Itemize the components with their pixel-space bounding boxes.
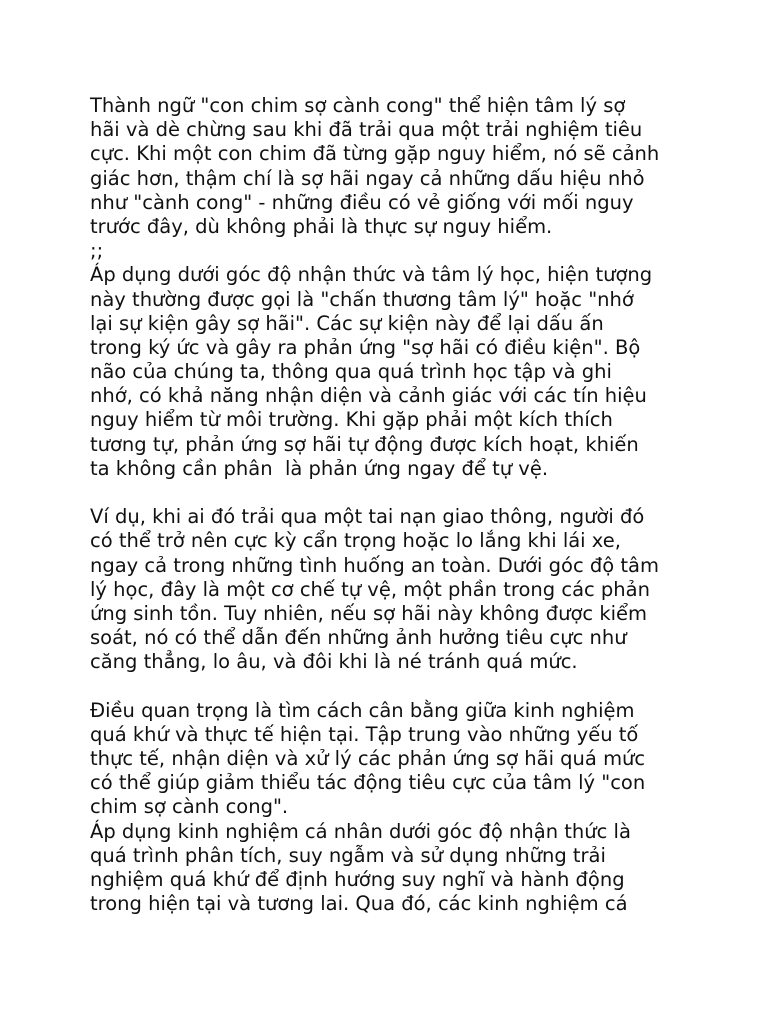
text-line: lý học, đây là một cơ chế tự vệ, một phần trong các phản xyxy=(90,577,650,601)
text-line: soát, nó có thể dẫn đến những ảnh hưởng tiêu cực như xyxy=(90,626,627,650)
text-line: ứng sinh tồn. Tuy nhiên, nếu sợ hãi này không được kiểm xyxy=(90,601,648,625)
text-line: não của chúng ta, thông qua quá trình học tập và ghi xyxy=(90,360,612,384)
text-line xyxy=(90,481,710,505)
text-line: trong hiện tại và tương lai. Qua đó, các kinh nghiệm cá xyxy=(90,892,628,916)
text-line xyxy=(90,675,710,699)
text-line: trong ký ức và gây ra phản ứng "sợ hãi có điều kiện". Bộ xyxy=(90,335,641,359)
text-line: giác hơn, thậm chí là sợ hãi ngay cả những dấu hiệu nhỏ xyxy=(90,166,645,190)
text-line: cực. Khi một con chim đã từng gặp nguy hiểm, nó sẽ cảnh xyxy=(90,142,660,166)
text-line: ta không cần phân là phản ứng ngay để tự vệ. xyxy=(90,456,549,480)
text-line: Áp dụng dưới góc độ nhận thức và tâm lý học, hiện tượng xyxy=(90,263,653,287)
text-line: có thể giúp giảm thiểu tác động tiêu cực của tâm lý "con xyxy=(90,771,646,795)
text-line: có thể trở nên cực kỳ cẩn trọng hoặc lo lắng khi lái xe, xyxy=(90,529,621,553)
text-line: hãi và dè chừng sau khi đã trải qua một trải nghiệm tiêu xyxy=(90,118,643,142)
text-line: quá khứ và thực tế hiện tại. Tập trung vào những yếu tố xyxy=(90,722,639,746)
text-line: Ví dụ, khi ai đó trải qua một tai nạn giao thông, người đó xyxy=(90,505,645,529)
text-line: này thường được gọi là "chấn thương tâm lý" hoặc "nhớ xyxy=(90,287,634,311)
text-line: thực tế, nhận diện và xử lý các phản ứng sợ hãi quá mức xyxy=(90,747,646,771)
text-line: nguy hiểm từ môi trường. Khi gặp phải một kích thích xyxy=(90,408,613,432)
document-body xyxy=(90,94,710,916)
text-line: lại sự kiện gây sợ hãi". Các sự kiện này để lại dấu ấn xyxy=(90,311,604,335)
text-line: trước đây, dù không phải là thực sự nguy hiểm. xyxy=(90,214,553,238)
text-line: quá trình phân tích, suy ngẫm và sử dụng những trải xyxy=(90,843,606,867)
text-line: ngay cả trong những tình huống an toàn. Dưới góc độ tâm xyxy=(90,553,660,577)
text-line: căng thẳng, lo âu, và đôi khi là né tránh quá mức. xyxy=(90,650,578,674)
text-line: Áp dụng kinh nghiệm cá nhân dưới góc độ nhận thức là xyxy=(90,819,631,843)
text-line: tương tự, phản ứng sợ hãi tự động được kích hoạt, khiến xyxy=(90,432,639,456)
text-line: Điều quan trọng là tìm cách cân bằng giữa kinh nghiệm xyxy=(90,698,635,722)
text-line: ;; xyxy=(90,239,104,263)
text-line: Thành ngữ "con chim sợ cành cong" thể hiện tâm lý sợ xyxy=(90,94,626,117)
text-line: nhớ, có khả năng nhận diện và cảnh giác với các tín hiệu xyxy=(90,384,647,408)
text-line: như "cành cong" - những điều có vẻ giống với mối nguy xyxy=(90,190,634,214)
text-line: nghiệm quá khứ để định hướng suy nghĩ và hành động xyxy=(90,868,625,891)
text-line: chim sợ cành cong". xyxy=(90,795,289,819)
